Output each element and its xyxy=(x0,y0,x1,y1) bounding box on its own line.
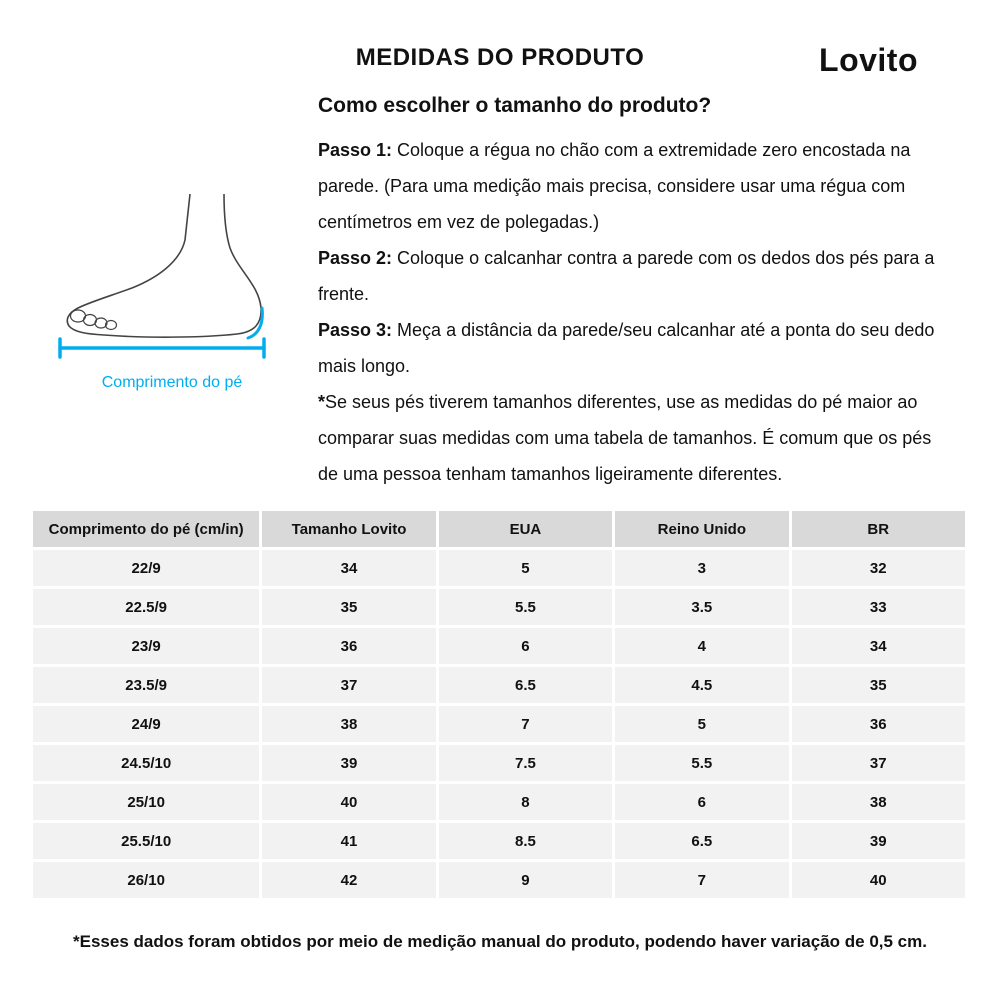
step-3-label: Passo 3: xyxy=(318,320,393,340)
table-cell: 8.5 xyxy=(439,823,612,859)
table-cell: 34 xyxy=(262,550,435,586)
table-cell: 25/10 xyxy=(33,784,259,820)
measurement-disclaimer: *Esses dados foram obtidos por meio de medição manual do produto, podendo haver variação de 0,5 cm. xyxy=(73,932,927,951)
table-cell: 23.5/9 xyxy=(33,667,259,703)
table-cell: 40 xyxy=(262,784,435,820)
table-cell: 35 xyxy=(262,589,435,625)
table-cell: 37 xyxy=(262,667,435,703)
brand-logo: Lovito xyxy=(819,42,918,78)
step-2-text: Coloque o calcanhar contra a parede com os dedos dos pés para a frente. xyxy=(318,248,935,304)
table-cell: 34 xyxy=(792,628,965,664)
table-cell: 5 xyxy=(439,550,612,586)
table-cell: 35 xyxy=(792,667,965,703)
table-cell: 23/9 xyxy=(33,628,259,664)
table-cell: 36 xyxy=(792,706,965,742)
step-2-label: Passo 2: xyxy=(318,248,393,268)
table-cell: 6 xyxy=(615,784,788,820)
foot-illustration xyxy=(52,190,292,370)
table-cell: 32 xyxy=(792,550,965,586)
guide-note xyxy=(318,384,946,492)
table-cell: 4.5 xyxy=(615,667,788,703)
table-cell: 33 xyxy=(792,589,965,625)
step-1-text: Coloque a régua no chão com a extremidade zero encostada na parede. (Para uma medição mais precisa, considere usar uma régua com centímetros em vez de polegadas.) xyxy=(318,140,911,232)
table-cell: 5 xyxy=(615,706,788,742)
table-header-cell: Reino Unido xyxy=(615,511,788,547)
table-header-row xyxy=(33,511,965,547)
table-cell: 9 xyxy=(439,862,612,898)
foot-measurement-figure xyxy=(52,190,292,392)
table-cell: 40 xyxy=(792,862,965,898)
sizing-guide xyxy=(318,94,946,492)
step-3-text: Meça a distância da parede/seu calcanhar até a ponta do seu dedo mais longo. xyxy=(318,320,935,376)
table-cell: 37 xyxy=(792,745,965,781)
table-cell: 24/9 xyxy=(33,706,259,742)
table-cell: 7 xyxy=(615,862,788,898)
guide-step-1 xyxy=(318,132,946,240)
table-cell: 38 xyxy=(262,706,435,742)
step-1-label: Passo 1: xyxy=(318,140,393,160)
note-asterisk: * xyxy=(318,392,326,412)
foot-outline xyxy=(67,194,261,337)
foot-length-label: Comprimento do pé xyxy=(101,374,243,391)
table-cell: 3 xyxy=(615,550,788,586)
guide-heading: Como escolher o tamanho do produto? xyxy=(318,94,712,117)
table-cell: 7.5 xyxy=(439,745,612,781)
table-cell: 42 xyxy=(262,862,435,898)
table-cell: 25.5/10 xyxy=(33,823,259,859)
table-row xyxy=(33,823,965,859)
table-cell: 6 xyxy=(439,628,612,664)
table-cell: 39 xyxy=(792,823,965,859)
measurement-line xyxy=(60,339,264,357)
table-cell: 36 xyxy=(262,628,435,664)
size-conversion-table xyxy=(30,508,968,901)
table-row xyxy=(33,628,965,664)
guide-step-3 xyxy=(318,312,946,384)
table-cell: 39 xyxy=(262,745,435,781)
table-cell: 8 xyxy=(439,784,612,820)
table-cell: 6.5 xyxy=(439,667,612,703)
table-cell: 4 xyxy=(615,628,788,664)
guide-step-2 xyxy=(318,240,946,312)
table-cell: 41 xyxy=(262,823,435,859)
table-header-cell: Comprimento do pé (cm/in) xyxy=(33,511,259,547)
table-row xyxy=(33,667,965,703)
table-cell: 5.5 xyxy=(615,745,788,781)
table-cell: 38 xyxy=(792,784,965,820)
table-header-cell: BR xyxy=(792,511,965,547)
note-text: Se seus pés tiverem tamanhos diferentes, use as medidas do pé maior ao comparar suas medidas com uma tabela de tamanhos. É comum que os pés de uma pessoa tenham tamanhos ligeiramente diferentes. xyxy=(318,392,932,484)
table-row xyxy=(33,706,965,742)
table-cell: 22.5/9 xyxy=(33,589,259,625)
table-row xyxy=(33,784,965,820)
table-cell: 7 xyxy=(439,706,612,742)
table-header-cell: Tamanho Lovito xyxy=(262,511,435,547)
table-cell: 3.5 xyxy=(615,589,788,625)
table-row xyxy=(33,589,965,625)
table-cell: 24.5/10 xyxy=(33,745,259,781)
table-cell: 26/10 xyxy=(33,862,259,898)
table-cell: 22/9 xyxy=(33,550,259,586)
table-header-cell: EUA xyxy=(439,511,612,547)
table-row xyxy=(33,862,965,898)
table-cell: 6.5 xyxy=(615,823,788,859)
page-title: MEDIDAS DO PRODUTO xyxy=(355,44,645,71)
table-row xyxy=(33,745,965,781)
table-row xyxy=(33,550,965,586)
table-cell: 5.5 xyxy=(439,589,612,625)
